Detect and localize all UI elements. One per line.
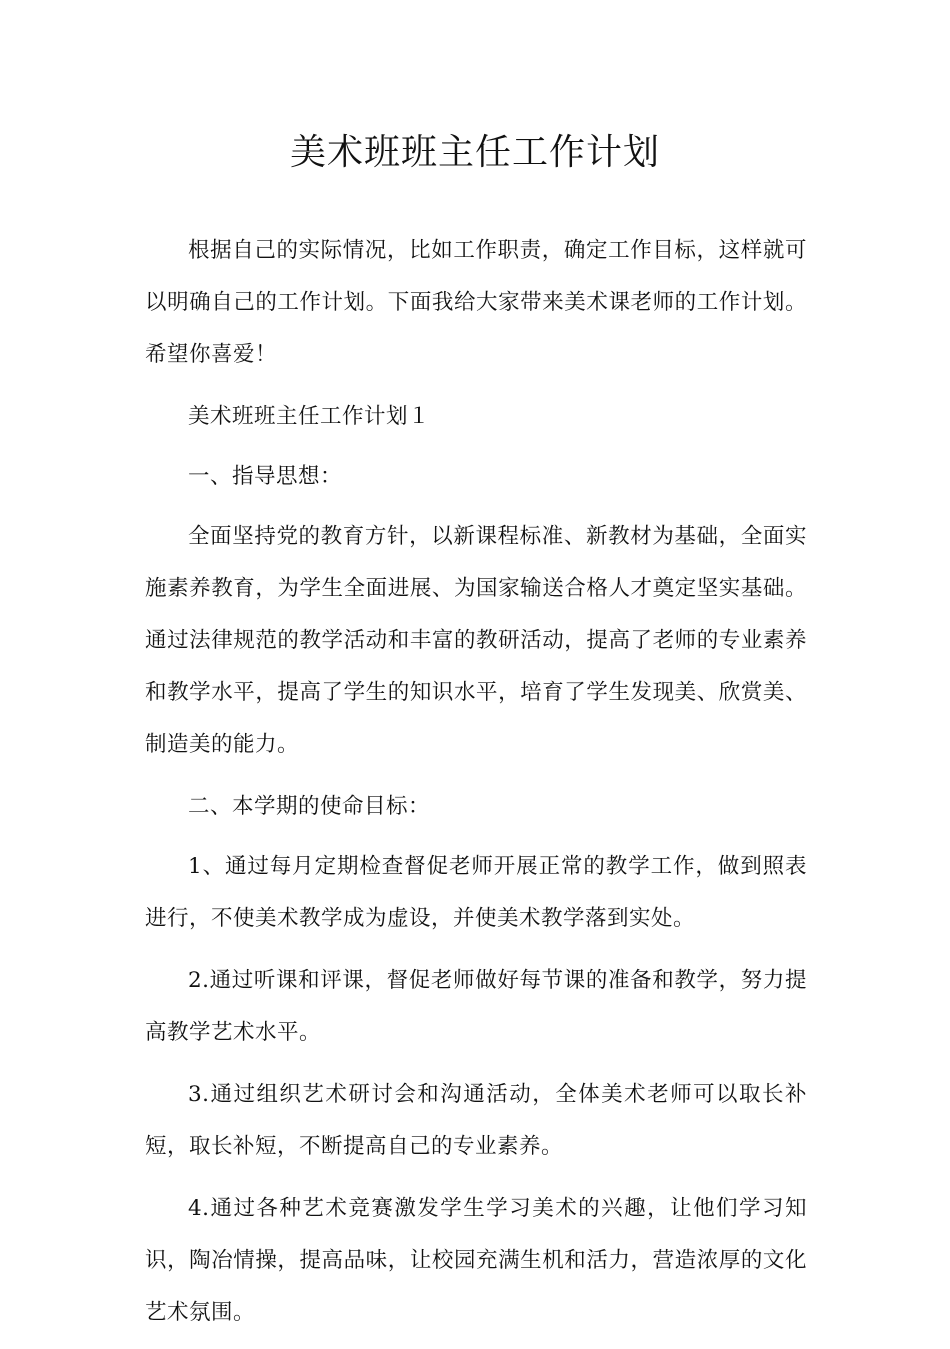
intro-paragraph: 根据自己的实际情况，比如工作职责，确定工作目标，这样就可以明确自己的工作计划。下面我给大家带来美术课老师的工作计划。希望你喜爱！ xyxy=(145,238,807,367)
document-body xyxy=(145,225,807,1349)
section-heading-mission-goals: 二、本学期的使命目标： xyxy=(188,794,431,819)
section-heading-plan-1: 美术班班主任工作计划１ xyxy=(188,404,431,429)
section-heading-guiding-ideology: 一、指导思想： xyxy=(188,464,343,489)
guiding-ideology-paragraph: 全面坚持党的教育方针，以新课程标准、新教材为基础，全面实施素养教育，为学生全面进展、为国家输送合格人才奠定坚实基础。通过法律规范的教学活动和丰富的教研活动，提高了老师的专业素养和教学水平，提高了学生的知识水平，培育了学生发现美、欣赏美、制造美的能力。 xyxy=(145,524,807,757)
document-title: 美术班班主任工作计划 xyxy=(289,132,660,173)
goal-item-3: 3.通过组织艺术研讨会和沟通活动，全体美术老师可以取长补短，取长补短，不断提高自己的专业素养。 xyxy=(145,1082,807,1159)
goal-item-2: 2.通过听课和评课，督促老师做好每节课的准备和教学，努力提高教学艺术水平。 xyxy=(145,968,807,1045)
goal-item-1: 1、通过每月定期检查督促老师开展正常的教学工作，做到照表进行，不使美术教学成为虚设，并使美术教学落到实处。 xyxy=(145,854,807,931)
goal-item-4: 4.通过各种艺术竞赛激发学生学习美术的兴趣，让他们学习知识，陶冶情操，提高品味，让校园充满生机和活力，营造浓厚的文化艺术氛围。 xyxy=(145,1196,807,1325)
